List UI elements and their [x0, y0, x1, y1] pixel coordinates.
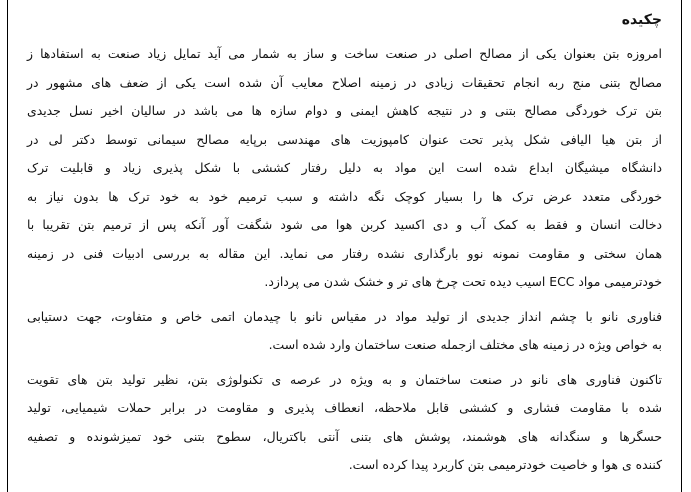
paragraph-nano-applications [27, 366, 662, 480]
text-line: مصالح بتنی منج ربه انجام تحقیقات زیادی در زمینه اصلاح معایب آن شده است یکی از ضعف های مشهور در [27, 74, 662, 90]
text-line: امروزه بتن بعنوان یکی از مصالح اصلی در صنعت ساخت و ساز به شمار می آید تمایل زیاد صنعت به استفادها ز [27, 46, 662, 61]
text-line: دخالت انسان و فقط به کمک آب و دی اکسید کربن هوا می شود شگفت آور آنکه پس از ترمیم بتن تقریبا با [27, 217, 662, 232]
text-line: تاکنون فناوری های نانو در صنعت ساختمان و به ویژه در عرصه ی تکنولوژی بتن، نظیر تولید بتن های تقویت [27, 371, 662, 387]
text-line: شده با مقاومت فشاری و کششی قابل ملاحظه، انعطاف پذیری و مقاومت در برابر حملات شیمیایی، تولید [27, 400, 662, 415]
text-line: کننده ی هوا و خاصیت خودترمیمی بتن کاربرد پیدا کرده است. [348, 457, 662, 472]
paragraph-ecc-intro [27, 40, 662, 297]
text-line: خوردگی متعدد عرض ترک ها را بسیار کوچک نگه داشته و سبب ترمیم خود به خود ترک ها بدون نیاز به [27, 188, 662, 204]
abstract-section [27, 6, 662, 486]
text-line: حسگرها و سنگدانه های هوشمند، پوشش های بتنی آنتی باکتریال، سطوح بتنی خود تمیزشونده و تصفیه [27, 428, 662, 444]
text-line: بتن ترک خوردگی مصالح بتنی و در نتیجه کاهش ایمنی و دوام سازه ها می باشد در سالیان اخیر نسل جدیدی [27, 103, 662, 118]
text-line: خودترمیمی مواد ECC اسیب دیده تحت چرخ های تر و خشک شدن می پردازد. [264, 274, 662, 289]
text-line: فناوری نانو با چشم انداز جدیدی از تولید مواد در مقیاس نانو با چیدمان اتمی خاص و متفاوت، جهت دستیابی [27, 308, 662, 324]
abstract-heading: چکیده [621, 12, 662, 28]
text-line: از بتن هیا الیافی شکل پذیر تحت عنوان کامپوزیت های مهندسی برپایه مصالح سیمانی توسط دکتر لی در [27, 131, 662, 147]
text-line: دانشگاه میشیگان ابداع شده است این مواد به دلیل رفتار کششی با شکل پذیری زیاد و قابلیت ترک [27, 160, 662, 175]
text-line: به خواص ویژه در زمینه های مختلف ازجمله صنعت ساختمان وارد شده است. [268, 337, 662, 352]
text-line: همان سختی و مقاومت نمونه نوو بارگذاری نشده رفتار می نماید. این مقاله به بررسی ادبیات فنی در زمینه [27, 245, 662, 261]
paragraph-nanotech [27, 303, 662, 360]
document-page [7, 0, 682, 492]
